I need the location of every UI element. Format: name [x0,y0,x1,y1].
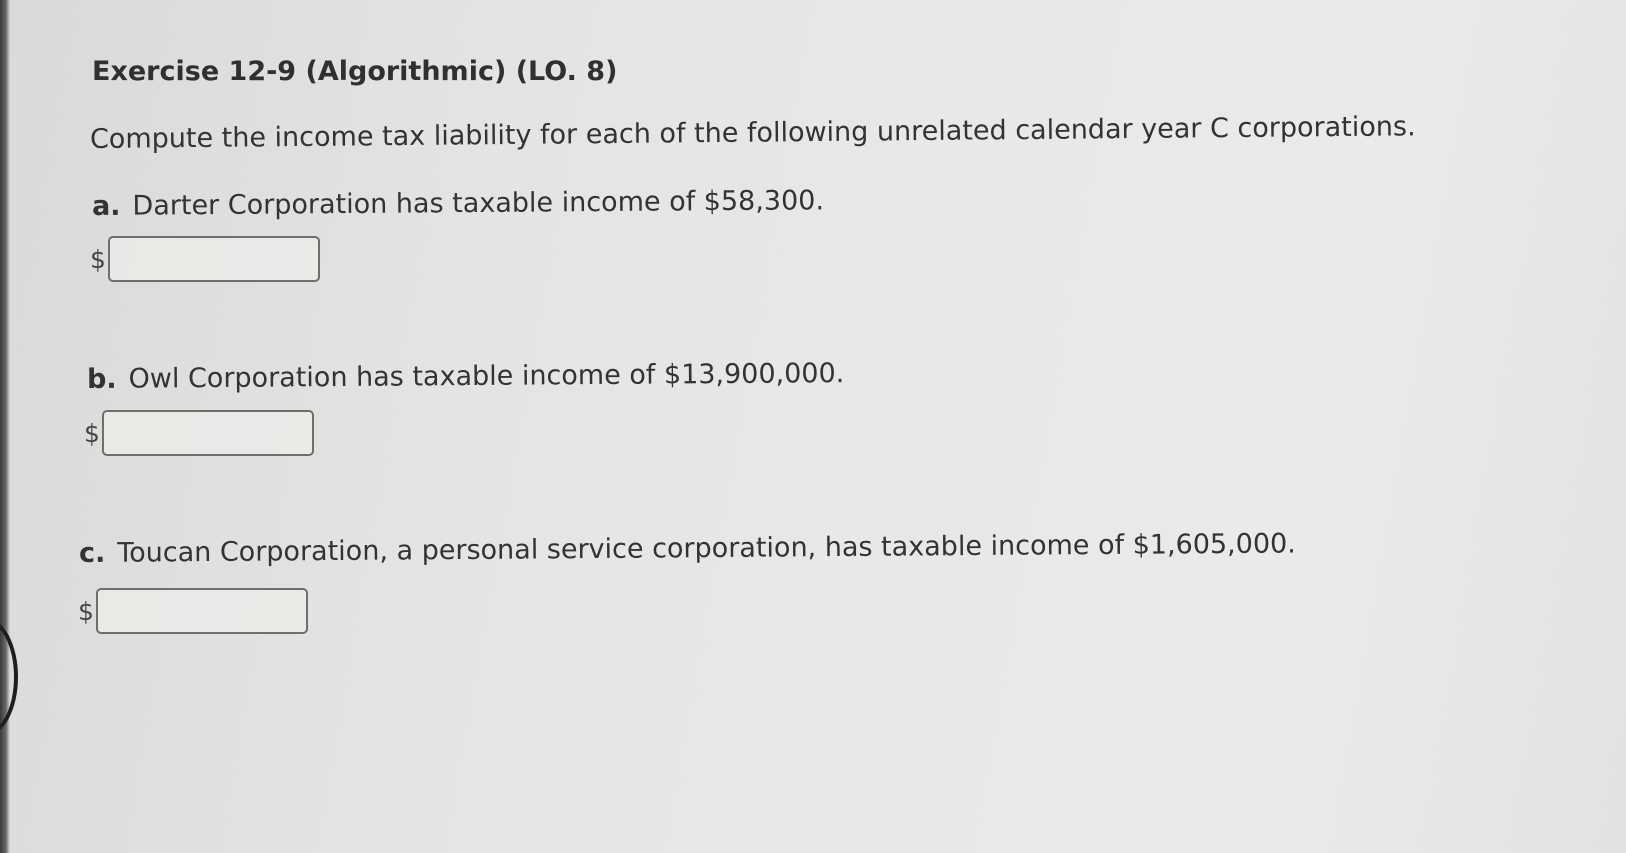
question-a [92,185,824,222]
question-c [79,528,1296,569]
question-a-text: Darter Corporation has taxable income of $58,300. [132,185,825,222]
question-b-letter: b. [86,363,117,395]
exercise-instruction: Compute the income tax liability for each of the following unrelated calendar year C corporations. [89,111,1416,155]
question-b [87,358,845,395]
answer-a-input[interactable] [108,236,320,282]
answer-a-row [90,236,320,282]
currency-symbol: $ [84,418,100,448]
answer-b-row [84,410,314,456]
question-a-letter: a. [91,190,121,222]
currency-symbol: $ [90,244,106,274]
answer-b-input[interactable] [102,410,314,456]
currency-symbol: $ [78,596,94,626]
answer-c-row [78,588,308,634]
question-c-text: Toucan Corporation, a personal service corporation, has taxable income of $1,605,000. [117,528,1296,569]
exercise-title: Exercise 12-9 (Algorithmic) (LO. 8) [92,56,618,87]
question-b-text: Owl Corporation has taxable income of $13,900,000. [128,358,845,395]
answer-c-input[interactable] [96,588,308,634]
question-c-letter: c. [78,537,106,569]
